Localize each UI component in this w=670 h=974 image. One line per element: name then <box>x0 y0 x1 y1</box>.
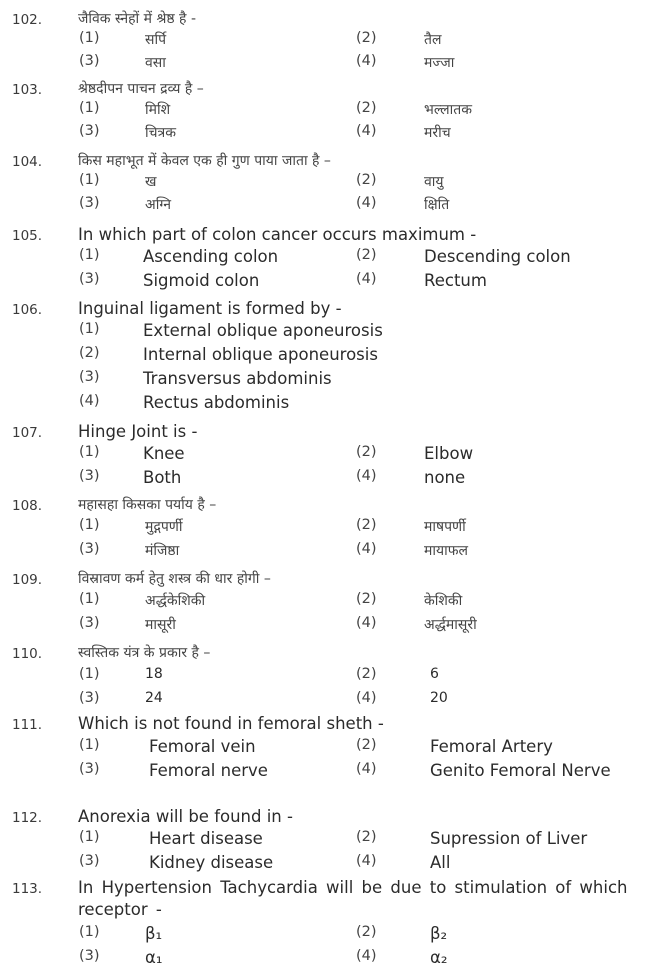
question-text: Anorexia will be found in - <box>78 807 293 826</box>
option-row <box>0 853 670 875</box>
option-row <box>0 591 670 613</box>
option-label: (3) <box>79 615 100 631</box>
option-label: (3) <box>79 853 100 869</box>
option-label: (2) <box>356 517 377 533</box>
option-label: (3) <box>79 690 100 706</box>
option-label: (3) <box>79 541 100 557</box>
option-row <box>0 541 670 563</box>
option-label: (2) <box>356 444 377 460</box>
question-number: 109. <box>12 572 43 588</box>
option-row <box>0 948 670 970</box>
option-text: Transversus abdominis <box>143 369 332 388</box>
option-label: (1) <box>79 517 100 533</box>
option-text: Supression of Liver <box>430 829 588 848</box>
option-label: (3) <box>79 761 100 777</box>
option-text: क्षिति <box>424 197 450 213</box>
option-label: (4) <box>356 948 377 964</box>
option-text: 24 <box>145 690 163 706</box>
option-label: (3) <box>79 271 100 287</box>
option-text: मायाफल <box>424 543 469 559</box>
option-text: Knee <box>143 444 185 463</box>
option-label: (1) <box>79 924 100 940</box>
question-text: स्वस्तिक यंत्र के प्रकार है – <box>78 645 211 661</box>
option-text: मासूरी <box>145 617 176 633</box>
option-text: मुद्गपर्णी <box>145 519 183 535</box>
option-label: (3) <box>79 123 100 139</box>
option-text: Heart disease <box>149 829 263 848</box>
option-label: (1) <box>79 247 100 263</box>
option-text: Rectum <box>424 271 487 290</box>
question-number: 105. <box>12 228 43 244</box>
option-row <box>0 829 670 851</box>
question-text: किस महाभूत में केवल एक ही गुण पाया जाता है – <box>78 153 331 169</box>
option-text: Sigmoid colon <box>143 271 260 290</box>
option-label: (2) <box>356 737 377 753</box>
option-text: α₁ <box>145 948 163 967</box>
option-text: भल्लातक <box>424 102 473 118</box>
option-label: (1) <box>79 591 100 607</box>
option-label: (1) <box>79 100 100 116</box>
option-label: (4) <box>356 53 377 69</box>
option-row <box>0 924 670 946</box>
option-label: (3) <box>79 369 100 385</box>
option-row <box>0 321 670 343</box>
question-text: Inguinal ligament is formed by - <box>78 299 342 318</box>
option-row <box>0 172 670 194</box>
option-text: मिशि <box>145 102 171 118</box>
option-row <box>0 393 670 415</box>
option-text: अग्नि <box>145 197 172 213</box>
option-label: (1) <box>79 444 100 460</box>
option-text: तैल <box>424 32 442 48</box>
question-number: 108. <box>12 498 43 514</box>
option-text: Elbow <box>424 444 474 463</box>
option-row <box>0 468 670 490</box>
option-text: All <box>430 853 451 872</box>
option-text: none <box>424 468 466 487</box>
option-label: (2) <box>356 591 377 607</box>
option-text: मज्जा <box>424 55 455 71</box>
option-text: चित्रक <box>145 125 176 141</box>
question-number: 111. <box>12 717 43 733</box>
option-row <box>0 100 670 122</box>
question-number: 110. <box>12 646 43 662</box>
option-label: (2) <box>356 924 377 940</box>
option-label: (3) <box>79 53 100 69</box>
option-label: (3) <box>79 195 100 211</box>
option-text: β₁ <box>145 924 163 943</box>
question-text: Which is not found in femoral sheth - <box>78 714 384 733</box>
question-number: 103. <box>12 82 43 98</box>
option-text: External oblique aponeurosis <box>143 321 383 340</box>
option-label: (2) <box>356 247 377 263</box>
option-label: (4) <box>79 393 100 409</box>
option-text: Femoral vein <box>149 737 256 756</box>
question-text: विस्रावण कर्म हेतु शस्त्र की धार होगी – <box>78 571 271 587</box>
option-label: (1) <box>79 829 100 845</box>
option-label: (4) <box>356 615 377 631</box>
question-text: श्रेष्ठदीपन पाचन द्रव्य है – <box>78 81 204 97</box>
option-label: (4) <box>356 271 377 287</box>
option-label: (1) <box>79 30 100 46</box>
option-text: 6 <box>430 666 439 682</box>
option-row <box>0 369 670 391</box>
option-row <box>0 123 670 145</box>
option-text: β₂ <box>430 924 448 943</box>
question-text: Hinge Joint is - <box>78 422 198 441</box>
option-text: ख <box>145 174 157 190</box>
option-text: मरीच <box>424 125 451 141</box>
option-label: (2) <box>79 345 100 361</box>
option-label: (2) <box>356 172 377 188</box>
option-text: वायु <box>424 174 444 190</box>
option-text: Genito Femoral Nerve <box>430 761 611 780</box>
option-label: (4) <box>356 468 377 484</box>
option-text: वसा <box>145 55 166 71</box>
option-row <box>0 761 670 783</box>
option-text: Ascending colon <box>143 247 279 266</box>
option-text: माषपर्णी <box>424 519 466 535</box>
option-label: (3) <box>79 948 100 964</box>
question-number: 102. <box>12 12 43 28</box>
option-row <box>0 271 670 293</box>
option-row <box>0 666 670 688</box>
option-label: (2) <box>356 30 377 46</box>
option-label: (4) <box>356 761 377 777</box>
option-text: अर्द्धकेशिकी <box>145 593 206 609</box>
question-text: महासहा किसका पर्याय है – <box>78 497 217 513</box>
option-label: (4) <box>356 123 377 139</box>
option-text: Internal oblique aponeurosis <box>143 345 378 364</box>
option-label: (4) <box>356 853 377 869</box>
option-label: (1) <box>79 737 100 753</box>
question-text: In Hypertension Tachycardia will be due to stimulation of which receptor - <box>78 878 628 919</box>
option-label: (2) <box>356 666 377 682</box>
question-number: 106. <box>12 302 43 318</box>
option-text: केशिकी <box>424 593 463 609</box>
option-label: (3) <box>79 468 100 484</box>
option-row <box>0 247 670 269</box>
option-row <box>0 690 670 712</box>
option-row <box>0 615 670 637</box>
option-text: Both <box>143 468 182 487</box>
option-label: (4) <box>356 541 377 557</box>
option-row <box>0 517 670 539</box>
option-row <box>0 444 670 466</box>
question-text: In which part of colon cancer occurs maximum - <box>78 225 477 244</box>
question-number: 107. <box>12 425 43 441</box>
option-label: (1) <box>79 172 100 188</box>
option-label: (4) <box>356 690 377 706</box>
option-row <box>0 53 670 75</box>
option-text: 20 <box>430 690 448 706</box>
option-label: (2) <box>356 829 377 845</box>
option-row <box>0 195 670 217</box>
option-text: मंजिष्ठा <box>145 543 180 559</box>
option-text: 18 <box>145 666 163 682</box>
option-text: Femoral Artery <box>430 737 553 756</box>
option-label: (4) <box>356 195 377 211</box>
question-number: 113. <box>12 881 43 897</box>
option-text: Descending colon <box>424 247 571 266</box>
question-text: जैविक स्नेहों में श्रेष्ठ है - <box>78 11 196 27</box>
option-label: (1) <box>79 321 100 337</box>
question-number: 112. <box>12 810 43 826</box>
option-row <box>0 345 670 367</box>
option-text: Femoral nerve <box>149 761 268 780</box>
option-row <box>0 737 670 759</box>
option-label: (1) <box>79 666 100 682</box>
option-text: सर्पि <box>145 32 167 48</box>
option-label: (2) <box>356 100 377 116</box>
question-number: 104. <box>12 154 43 170</box>
option-row <box>0 30 670 52</box>
option-text: Rectus abdominis <box>143 393 290 412</box>
option-text: अर्द्धमासूरी <box>424 617 477 633</box>
option-text: Kidney disease <box>149 853 274 872</box>
option-text: α₂ <box>430 948 448 967</box>
